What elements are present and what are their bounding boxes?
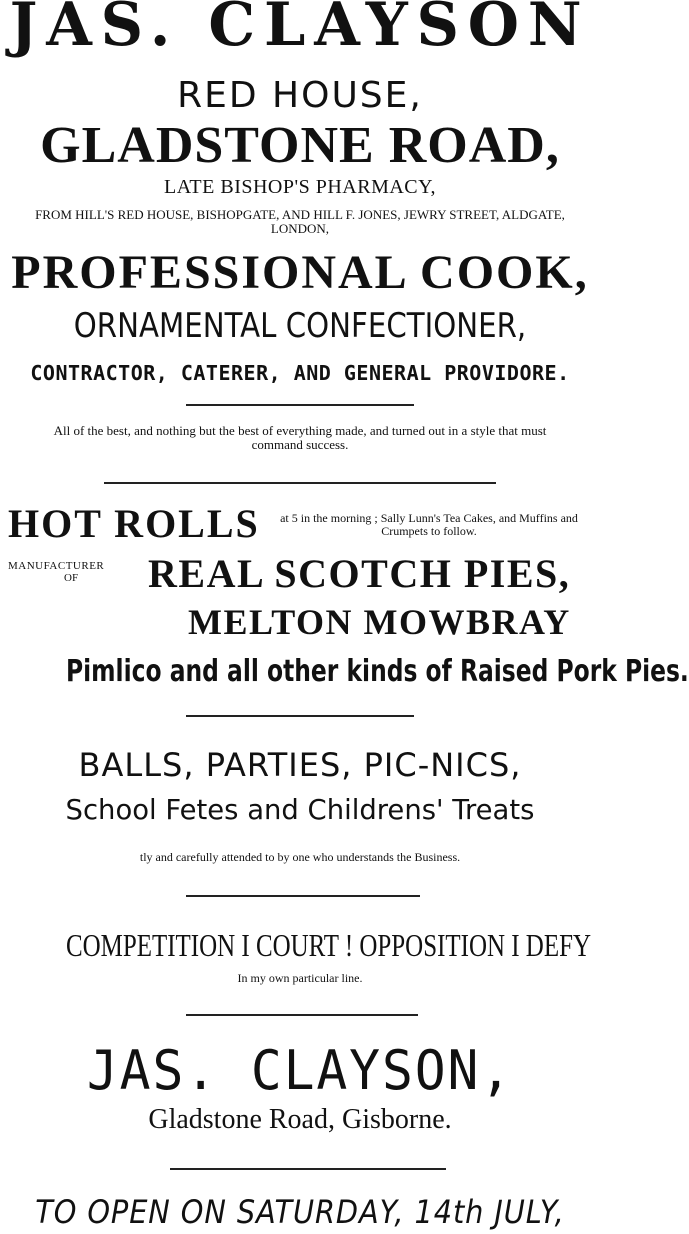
service-note: tly and carefully attended to by one who understands the Business. xyxy=(139,850,461,864)
footer-address: Gladstone Road, Gisborne. xyxy=(148,1104,452,1135)
hot-rolls-note: at 5 in the morning ; Sally Lunn's Tea Cakes, and Muffins and Crumpets to follow. xyxy=(280,511,578,538)
scotch-pies-heading: REAL SCOTCH PIES, xyxy=(148,551,571,596)
street-name: GLADSTONE ROAD, xyxy=(40,117,560,174)
divider-rule xyxy=(170,1168,446,1170)
events-heading: BALLS, PARTIES, PIC-NICS, xyxy=(78,746,522,784)
ornamental-confectioner: ORNAMENTAL CONFECTIONER, xyxy=(73,306,527,346)
pork-pies-line: Pimlico and all other kinds of Raised Pork Pies. xyxy=(66,654,689,689)
contractor-line: CONTRACTOR, CATERER, AND GENERAL PROVIDORE. xyxy=(30,361,570,385)
previous-addresses: FROM HILL'S RED HOUSE, BISHOPGATE, AND HILL F. JONES, JEWRY STREET, ALDGATE, LONDON, xyxy=(35,207,565,236)
formerly-line: LATE BISHOP'S PHARMACY, xyxy=(163,176,437,198)
divider-rule xyxy=(186,715,414,717)
competition-line: COMPETITION I COURT ! OPPOSITION I DEFY xyxy=(66,927,591,963)
divider-rule xyxy=(186,404,414,406)
hot-rolls-heading: HOT ROLLS xyxy=(8,501,260,546)
divider-rule xyxy=(186,1014,418,1016)
footer-name: JAS. CLAYSON, xyxy=(86,1039,514,1102)
manufacturer-label: MANUFACTURER xyxy=(8,560,105,572)
melton-mowbray-heading: MELTON MOWBRAY xyxy=(188,602,571,642)
header-name: JAS. CLAYSON xyxy=(9,0,591,60)
quality-statement: All of the best, and nothing but the best of everything made, and turned out in a style that must command success. xyxy=(53,423,547,452)
divider-rule xyxy=(186,895,420,897)
divider-rule xyxy=(104,482,496,484)
opening-notice: TO OPEN ON SATURDAY, 14th JULY, xyxy=(35,1193,565,1231)
school-fetes-line: School Fetes and Childrens' Treats xyxy=(65,793,535,826)
professional-cook: PROFESSIONAL COOK, xyxy=(11,246,589,299)
own-line-note: In my own particular line. xyxy=(237,971,363,985)
business-name: RED HOUSE, xyxy=(177,75,423,116)
of-label: OF xyxy=(64,572,79,584)
